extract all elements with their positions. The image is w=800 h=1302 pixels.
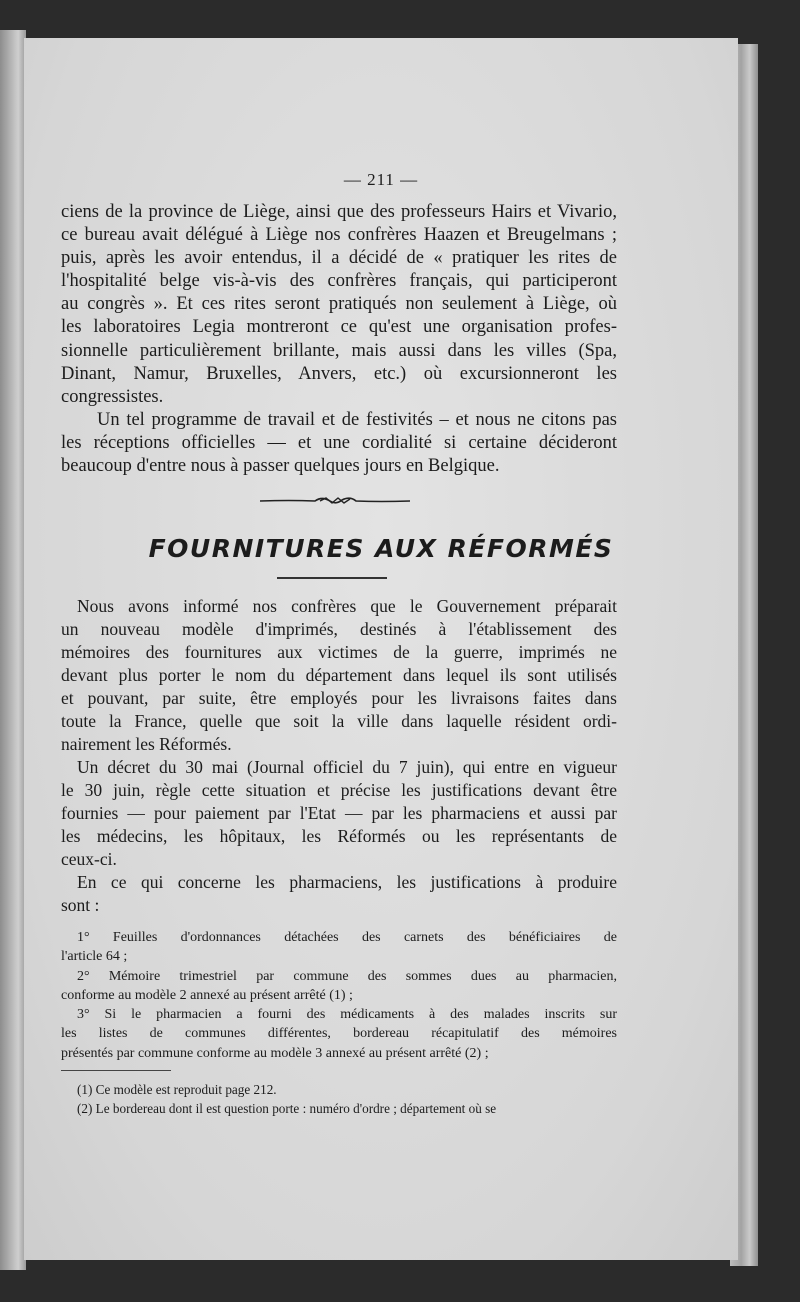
text-line: nairement les Réformés. (61, 734, 232, 754)
text-line: Un décret du 30 mai (Journal officiel du 7 juin), qui entre en vigueur (77, 757, 617, 777)
text-line: sont : (61, 895, 100, 915)
text-line: Nous avons informé nos confrères que le Gouvernement préparait (77, 596, 617, 616)
footnote-rule (61, 1070, 171, 1071)
text-line: les laboratoires Legia montreront ce qu'est une organisation profes- (61, 317, 617, 338)
section-title: FOURNITURES AUX RÉFORMÉS (148, 534, 614, 563)
text-line: ciens de la province de Liège, ainsi que des professeurs Hairs et Vivario, (61, 202, 617, 222)
text-line: fournies — pour paiement par l'Etat — par les pharmaciens et aussi par (61, 803, 617, 823)
ornament-divider (260, 494, 410, 508)
text-line: sionnelle particulièrement brillante, mais aussi dans les villes (Spa, (61, 340, 617, 361)
text-line: ce bureau avait délégué à Liège nos confrères Haazen et Breugelmans ; (61, 225, 617, 246)
text-line: devant plus porter le nom du département dans lequel ils sont utilisés (61, 665, 617, 685)
text-line: Dinant, Namur, Bruxelles, Anvers, etc.) où excursionneront les (61, 363, 617, 384)
text-line: puis, après les avoir entendus, il a décidé de « pratiquer les rites de (61, 248, 617, 269)
text-line: Un tel programme de travail et de festivités – et nous ne citons pas (97, 409, 617, 430)
facing-page-edge (0, 30, 26, 1270)
list-item: 2° Mémoire trimestriel par commune des sommes dues au pharmacien, (77, 968, 617, 984)
page-number: — 211 — (343, 170, 419, 189)
text-line: et pouvant, par suite, être employés pour les livraisons faites dans (61, 688, 617, 708)
body-paragraph (61, 595, 617, 917)
text-line: le 30 juin, règle cette situation et précise les justifications devant être (61, 780, 617, 800)
footnote: (2) Le bordereau dont il est question porte : numéro d'ordre ; département où se (77, 1101, 497, 1116)
text-line: mémoires des fournitures aux victimes de la guerre, imprimés ne (61, 642, 617, 662)
footnotes (61, 1080, 617, 1118)
justification-list (61, 928, 617, 1063)
text-line: ceux-ci. (61, 849, 117, 869)
list-item: 3° Si le pharmacien a fourni des médicaments à des malades inscrits sur (77, 1007, 617, 1023)
list-item: présentés par commune conforme au modèle 3 annexé au présent arrêté (2) ; (61, 1045, 489, 1061)
text-line: congressistes. (61, 386, 164, 407)
text-line: En ce qui concerne les pharmaciens, les justifications à produire (77, 872, 617, 892)
intro-paragraph (61, 201, 617, 478)
book-page (24, 38, 738, 1260)
list-item: les listes de communes différentes, bordereau récapitulatif des mémoires (61, 1026, 617, 1042)
text-line: un nouveau modèle d'imprimés, destinés à l'établissement des (61, 619, 617, 639)
text-line: toute la France, quelle que soit la ville dans laquelle résident ordi- (61, 711, 617, 731)
text-line: les médecins, les hôpitaux, les Réformés ou les représentants de (61, 826, 617, 846)
text-line: les réceptions officielles — et une cordialité si certaine décideront (61, 432, 617, 453)
title-underline (277, 577, 387, 579)
list-item: l'article 64 ; (61, 949, 128, 965)
list-item: conforme au modèle 2 annexé au présent arrêté (1) ; (61, 987, 353, 1003)
text-line: au congrès ». Et ces rites seront pratiqués non seulement à Liège, où (61, 294, 617, 315)
text-line: beaucoup d'entre nous à passer quelques jours en Belgique. (61, 456, 500, 477)
footnote: (1) Ce modèle est reproduit page 212. (77, 1082, 277, 1097)
list-item: 1° Feuilles d'ordonnances détachées des carnets des bénéficiaires de (77, 930, 617, 945)
text-line: l'hospitalité belge vis-à-vis des confrères français, qui participeront (61, 271, 617, 292)
